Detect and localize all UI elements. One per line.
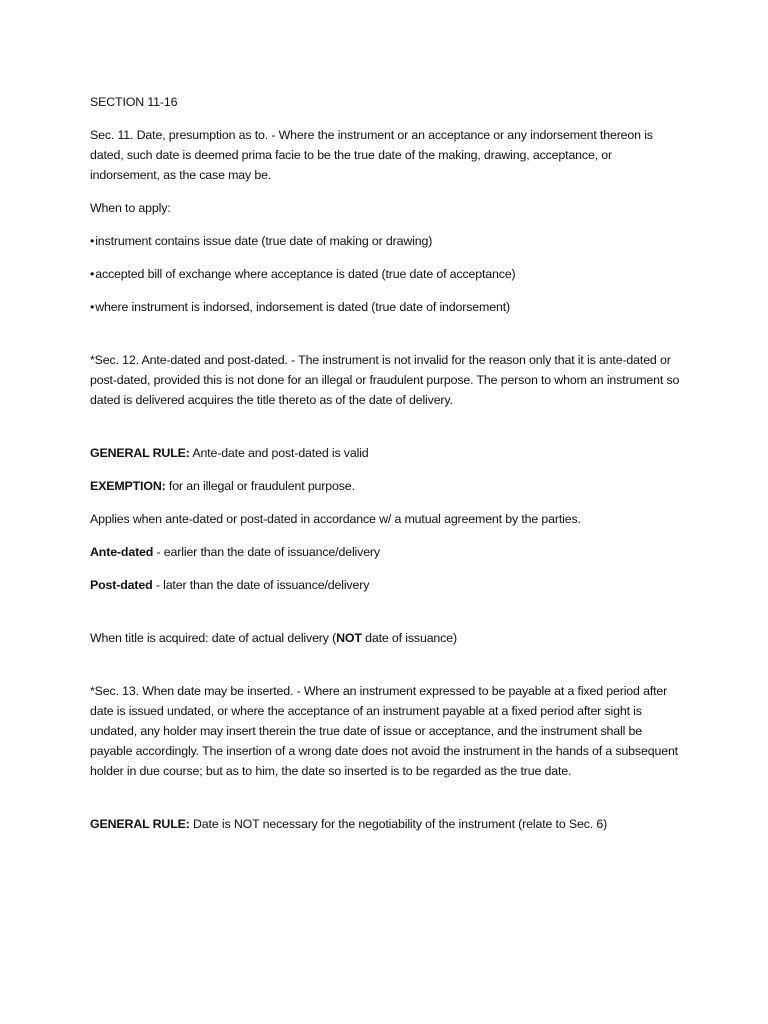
title-acquired-line: When title is acquired: date of actual delivery (NOT date of issuance) bbox=[90, 631, 457, 645]
ante-dated-label: Ante-dated bbox=[90, 545, 154, 559]
bullet-item: •accepted bill of exchange where acceptance is dated (true date of acceptance) bbox=[90, 267, 516, 281]
general-rule-line: GENERAL RULE: Date is NOT necessary for the negotiability of the instrument (relate to Sec. 6) bbox=[90, 817, 608, 831]
general-rule-label: GENERAL RULE: bbox=[90, 817, 190, 831]
post-dated-line: Post-dated - later than the date of issuance/delivery bbox=[90, 578, 370, 592]
sec11-paragraph: Sec. 11. Date, presumption as to. - Where the instrument or an acceptance or any indorsement thereon is dated, such date is deemed prima facie to be the true date of the making, drawing, acceptance, or indorsement, as the case may be. bbox=[90, 128, 653, 182]
sec12-paragraph: *Sec. 12. Ante-dated and post-dated. - The instrument is not invalid for the reason only that it is ante-dated or post-dated, provided this is not done for an illegal or fraudulent purpose. The person to whom an instrument so dated is delivered acquires the title thereto as of the date of delivery. bbox=[90, 353, 680, 407]
exemption-line: EXEMPTION: for an illegal or fraudulent purpose. bbox=[90, 479, 355, 493]
sec13-paragraph: *Sec. 13. When date may be inserted. - Where an instrument expressed to be payable at a fixed period after date is issued undated, or where the acceptance of an instrument payable at a fixed period after sight is undated, any holder may insert therein the true date of issue or acceptance, and the instrument shall be payable accordingly. The insertion of a wrong date does not avoid the instrument in the hands of a subsequent holder in due course; but as to him, the date so inserted is to be regarded as the true date. bbox=[90, 684, 678, 778]
bullet-icon: • bbox=[90, 300, 95, 314]
bullet-icon: • bbox=[90, 234, 95, 248]
document-page bbox=[90, 92, 680, 834]
when-to-apply-label: When to apply: bbox=[90, 201, 171, 215]
general-rule-label: GENERAL RULE: bbox=[90, 446, 190, 460]
exemption-label: EXEMPTION: bbox=[90, 479, 166, 493]
ante-dated-line: Ante-dated - earlier than the date of issuance/delivery bbox=[90, 545, 380, 559]
general-rule-line: GENERAL RULE: Ante-date and post-dated is valid bbox=[90, 446, 369, 460]
bullet-item: •where instrument is indorsed, indorsement is dated (true date of indorsement) bbox=[90, 300, 510, 314]
bullet-icon: • bbox=[90, 267, 95, 281]
applies-line: Applies when ante-dated or post-dated in accordance w/ a mutual agreement by the parties. bbox=[90, 512, 581, 526]
section-title: SECTION 11-16 bbox=[90, 95, 178, 109]
post-dated-label: Post-dated bbox=[90, 578, 153, 592]
bullet-item: •instrument contains issue date (true date of making or drawing) bbox=[90, 234, 433, 248]
